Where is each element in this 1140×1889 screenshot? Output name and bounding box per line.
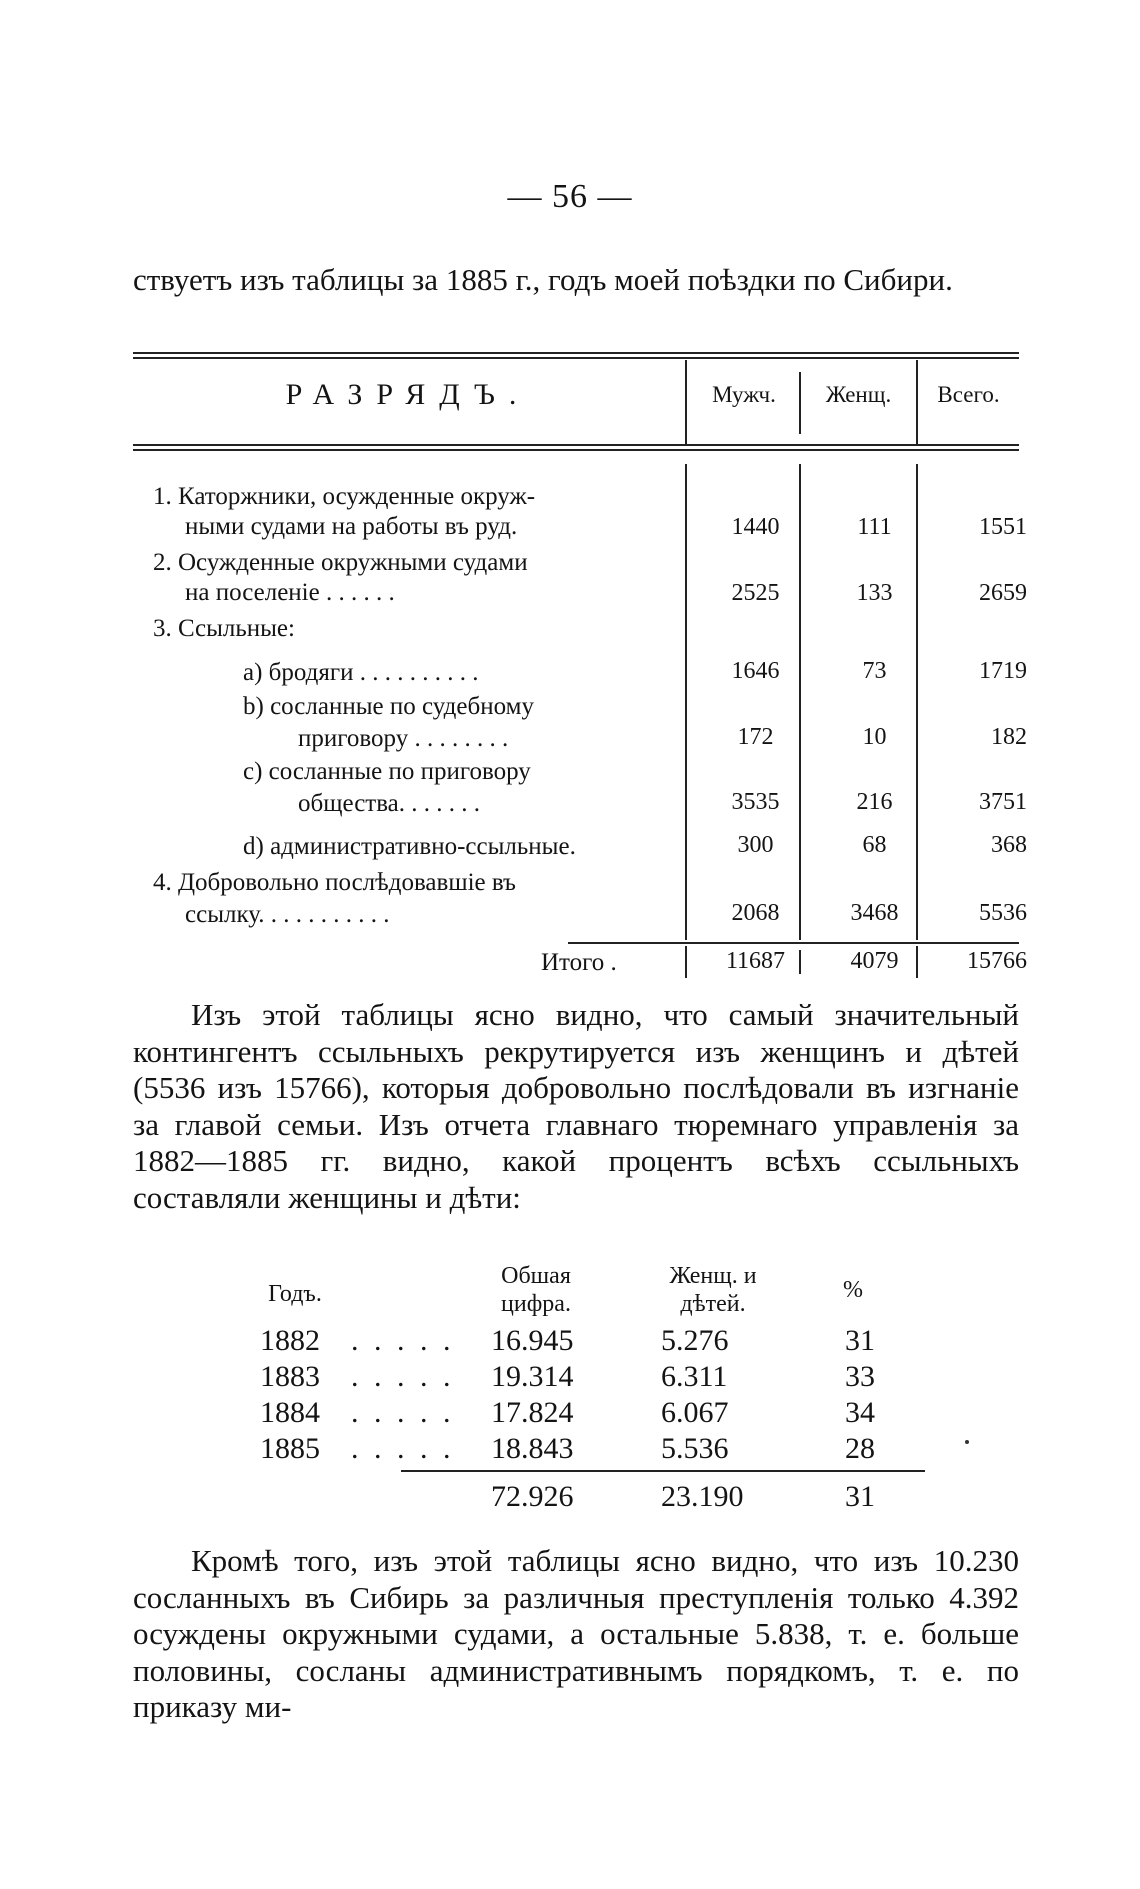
women-value: 111 [857,514,892,540]
total-cell: 16.945 [491,1324,574,1357]
row-label-line1: c) сосланные по приговору [243,758,531,785]
row-label-line1: 3. Ссыльные: [153,615,295,642]
total-value: 2659 [979,580,1027,606]
total-value: 368 [991,832,1027,858]
total-cell: 19.314 [491,1360,574,1393]
intro-paragraph [133,262,1019,299]
table-row [133,1324,1019,1360]
row-label-line2: ными судами на работы въ руд. [185,513,518,540]
header-women-line2: дѣтей. [680,1291,746,1317]
table-row [133,1396,1019,1432]
paragraph-text: Изъ этой таблицы ясно видно, что самый значительный контингентъ ссыльныхъ рекрутируется изъ женщинъ и дѣтей (5536 изъ 15766), которыя добровольно послѣдовали въ изгнаніе за главой семьи. Изъ отчета главнаго тюремнаго управленія за 1882—1885 гг. видно, какой процентъ всѣхъ ссыльныхъ составляли женщины и дѣти: [133,997,1019,1215]
sum-percent-cell: 31 [845,1480,875,1513]
women-total: 4079 [850,948,899,974]
men-value: 172 [737,724,774,750]
print-speck [965,1440,969,1444]
percent-cell: 33 [845,1360,875,1393]
table-row [133,1432,1019,1468]
header-women: Женщ. [825,382,892,407]
header-divider-1 [685,360,687,444]
header-percent: % [843,1277,863,1303]
leader-dots: . . . . . [351,1360,455,1393]
men-total: 11687 [725,948,786,974]
total-cell: 18.843 [491,1432,574,1465]
women-value: 73 [862,658,887,684]
table-top-rule [133,352,1019,354]
men-value: 300 [737,832,774,858]
header-total: Всего. [937,382,1000,407]
row-label-line1: 2. Осужденные окружными судами [153,549,528,576]
total-value: 1551 [979,514,1027,540]
table-sum-row [133,1480,1019,1516]
women-value: 216 [856,789,893,815]
row-label-line1: 1. Каторжники, осужденные окруж- [153,483,536,510]
row-label-line1: d) административно-ссыльные. [243,833,576,860]
page-number: — 56 — [507,178,633,215]
percent-cell: 31 [845,1324,875,1357]
leader-dots: . . . . . [351,1432,455,1465]
header-women-line1: Женщ. и [669,1263,757,1289]
analysis-paragraph-1 [133,997,1019,1216]
paragraph-text: Кромѣ того, изъ этой таблицы ясно видно, что изъ 10.230 сосланныхъ въ Сибирь за различныя преступленія только 4.392 осуждены окружными судами, а остальные 5.838, т. е. больше половины, сосланы административнымъ порядкомъ, т. е. по приказу ми- [133,1543,1019,1724]
leader-dots: . . . . . [351,1396,455,1429]
table-row [133,1360,1019,1396]
row-label-line2: на поселеніе . . . . . . [185,579,395,606]
row-label-line1: b) сосланные по судебному [243,693,534,720]
women-cell: 6.311 [661,1360,728,1393]
women-value: 68 [862,832,887,858]
women-value: 10 [862,724,887,750]
analysis-paragraph-2 [133,1543,1019,1726]
intro-text: ствуетъ изъ таблицы за 1885 г., годъ моей поѣздки по Сибири. [133,262,953,297]
percent-cell: 34 [845,1396,875,1429]
men-value: 1440 [731,514,780,540]
women-value: 133 [856,580,893,606]
men-value: 3535 [731,789,780,815]
leader-dots: . . . . . [351,1324,455,1357]
women-cell: 6.067 [661,1396,729,1429]
year-cell: 1884 [260,1396,320,1429]
year-cell: 1885 [260,1432,320,1465]
year-cell: 1883 [260,1360,320,1393]
total-value: 5536 [979,900,1027,926]
men-value: 2068 [731,900,780,926]
row-label-line2: приговору . . . . . . . . [298,725,509,752]
men-value: 1646 [731,658,780,684]
table-top-rule-double [133,357,1019,359]
total-value: 182 [991,724,1027,750]
body-divider-1 [685,464,687,940]
header-total-line1: Обшая [501,1263,571,1289]
total-cell: 17.824 [491,1396,574,1429]
exile-category-table [133,352,1027,982]
row-label-line1: 4. Добровольно послѣдовавшіе въ [153,869,516,896]
header-category: РАЗРЯДЪ. [285,378,531,411]
total-value: 1719 [979,658,1027,684]
total-rule [568,942,1019,944]
women-children-table [133,1262,1019,1552]
header-total-line2: цифра. [501,1291,571,1317]
grand-total: 15766 [967,948,1027,974]
row-label-line2: общества. . . . . . . [298,790,481,817]
sum-women-cell: 23.190 [661,1480,744,1513]
header-bottom-rule [133,444,1019,446]
row-label-line2: ссылку. . . . . . . . . . . [185,901,390,928]
men-value: 2525 [731,580,780,606]
total-value: 3751 [979,789,1027,815]
row-label-line1: a) бродяги . . . . . . . . . . [243,659,479,686]
sum-rule [401,1470,925,1472]
women-cell: 5.276 [661,1324,729,1357]
year-cell: 1882 [260,1324,320,1357]
sum-total-cell: 72.926 [491,1480,574,1513]
total-divider-1 [685,946,687,978]
women-cell: 5.536 [661,1432,729,1465]
percent-cell: 28 [845,1432,875,1465]
header-bottom-rule-double [133,449,1019,451]
header-men: Мужч. [712,382,776,407]
header-year: Годъ. [268,1281,322,1307]
women-value: 3468 [850,900,899,926]
total-label: Итого . [541,949,617,976]
